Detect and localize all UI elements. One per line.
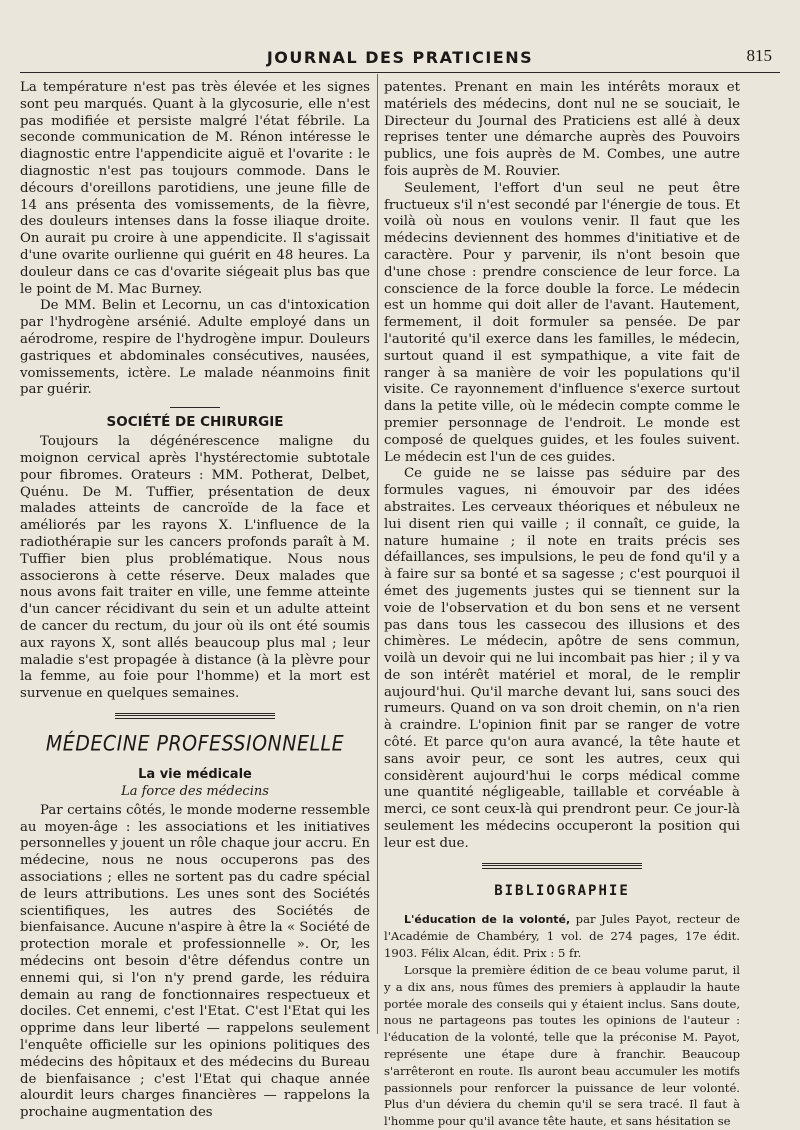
societe-paragraph: Toujours la dégénérescence maligne du moignon cervical après l'hystérectomie subtotale pour fibromes. Orateurs : MM. Potherat, Delbet, Quénu. De M. Tuffier, présentation de deux malades atteints de cancroïde de la face et améliorés par les rayons X. L'influence de la radiothérapie sur les cancers profonds paraît à M. Tuffier bien plus problématique. Nous nous associerons à cette réserve. Deux malades que nous avons fait traiter en ville, une femme atteinte d'un cancer récidivant du sein et un adulte atteint de cancer du rectum, du jour où ils ont été soumis aux rayons X, sont allés beaucoup plus mal ; leur maladie s'est propagée à distance (à la plèvre pour la femme, au foie pour l'homme) et la mort est survenue en quelques semaines. (20, 434, 370, 702)
page-number: 815 (746, 46, 772, 65)
section-rule (115, 713, 275, 719)
header-rule (20, 72, 780, 73)
right-column (384, 80, 740, 1130)
societe-heading: SOCIÉTÉ DE CHIRURGIE (106, 414, 284, 431)
column-divider (377, 74, 378, 1034)
biblio-heading: BIBLIOGRAPHIE (494, 882, 630, 899)
short-rule (170, 407, 220, 408)
bibliography (384, 911, 740, 1130)
intro-paragraph: La température n'est pas très élevée et les signes sont peu marqués. Quant à la glycosurie, elle n'est pas modifiée et persiste malgré l'état fébrile. La seconde communication de M. Rénon intéresse le diagnostic entre l'appendicite aiguë et l'ovarite : le diagnostic n'est pas toujours commode. Dans le décours d'oreillons parotidiens, une jeune fille de 14 ans présenta des vomissements, de la fièvre, des douleurs intenses dans la fosse iliaque droite. On aurait pu croire à une appendicite. Il s'agissait d'une ovarite ourlienne qui guérit en 48 heures. La douleur dans ce cas d'ovarite siégeait plus bas que le point de M. Mac Burney. (20, 80, 370, 297)
biblio-reference: par Jules Payot, recteur de l'Académie de Chambéry, 1 vol. de 274 pages, 17e édit. 1903. Félix Alcan, édit. Prix : 5 fr. (384, 911, 740, 961)
medecine-heading: MÉDECINE PROFESSIONNELLE (45, 731, 345, 756)
left-column (20, 80, 370, 1122)
belin-paragraph: De MM. Belin et Lecornu, un cas d'intoxication par l'hydrogène arsénié. Adulte employé dans un aérodrome, respire de l'hydrogène impur. Douleurs gastriques et abdominales consécutives, nausées, vomissements, ictère. Le malade néanmoins finit par guérir. (20, 298, 370, 398)
biblio-paragraph: Lorsque la première édition de ce beau volume parut, il y a dix ans, nous fûmes des premiers à applaudir la haute portée morale des conseils qui y étaient inclus. Sans doute, nous ne partageons pas toutes les opinions de l'auteur : l'éducation de la volonté, telle que la préconise M. Payot, représente une étape dure à franchir. Beaucoup s'arrêteront en route. Ils auront beau accumuler les motifs passionnels pour renforcer la puissance de leur volonté. Plus d'un déviera du chemin qu'il se sera tracé. Il faut à l'homme pour qu'il avance tête haute, et sans hésitation se (384, 963, 740, 1129)
biblio-book-title: L'éducation de la volonté, (404, 912, 571, 926)
page-header (20, 40, 780, 70)
biblio-entry (384, 911, 740, 962)
patentes-paragraph: patentes. Prenant en main les intérêts moraux et matériels des médecins, dont nul ne se souciait, le Directeur du Journal des Praticiens est allé à deux reprises tenter une démarche auprès des Pouvoirs publics, une fois auprès de M. Combes, une autre fois auprès de M. Rouvier. (384, 80, 740, 179)
vie-heading: La vie médicale (138, 766, 252, 782)
force-heading: La force des médecins (121, 783, 269, 799)
journal-title: JOURNAL DES PRATICIENS (266, 48, 534, 67)
biblio-rule (482, 863, 642, 869)
force-paragraph: Par certains côtés, le monde moderne ressemble au moyen-âge : les associations et les initiatives personnelles y jouent un rôle chaque jour accru. En médecine, nous ne nous occuperons pas des associations ; elles ne sortent pas du cadre spécial de leurs attributions. Les unes sont des Sociétés scientifiques, les autres des Sociétés de bienfaisance. Aucune n'aspire à être la « Société de protection morale et professionnelle ». Or, les médecins ont besoin d'être défendus contre un ennemi qui, si l'on n'y prend garde, les réduira demain au rang de fonctionnaires respectueux et dociles. Cet ennemi, c'est l'Etat. C'est l'Etat qui les opprime dans leur liberté — rappelons seulement l'enquête officielle sur les opinions politiques des médecins des hôpitaux et des médecins du Bureau de bienfaisance ; c'est l'Etat qui chaque année alourdit leurs charges financières — rappelons la prochaine augmentation des (20, 802, 370, 1121)
effort-paragraph: Seulement, l'effort d'un seul ne peut être fructueux s'il n'est secondé par l'énergie de tous. Et voilà où nous en voulons venir. Il faut que les médecins deviennent des hommes d'initiative et de caractère. Pour y parvenir, ils n'ont besoin que d'une chose : prendre conscience de leur force. La conscience de la force double la force. Le médecin est un homme qui doit aller de l'avant. Hautement, fermement, il doit formuler sa pensée. De par l'autorité qu'il exerce dans les familles, le médecin, surtout quand il est sympathique, a vite fait de ranger à sa manière de voir les populations qu'il visite. Ce rayonnement d'influence s'exerce surtout dans la petite ville, où le médecin compte comme le premier personnage de l'endroit. Le monde est composé de quelques guides, et les foules suivent. Le médecin est l'un de ces guides. (384, 180, 740, 465)
guide-paragraph: Ce guide ne se laisse pas séduire par des formules vagues, ni émouvoir par des idées abstraites. Les cerveaux théoriques et nébuleux ne lui disent rien qui vaille ; il connaît, ce guide, la nature humaine ; il note en traits précis ses défaillances, ses impulsions, le peu de fond qu'il y a à faire sur sa bonté et sa sagesse ; c'est pourquoi il émet des jugements justes qui se tiennent sur la voie de l'observation et du bon sens et ne versent pas dans tous les cassecou des illusions et des chimères. Le médecin, apôtre de sens commun, voilà un devoir qui ne lui incombait pas hier ; il y va de son intérêt matériel et moral, de le remplir aujourd'hui. Qu'il marche devant lui, sans souci des rumeurs. Quand on va son droit chemin, on n'a rien à craindre. L'opinion finit par se ranger de votre côté. Et parce qu'on aura avancé, la tête haute et sans avoir peur, ce sont les autres, ceux qui considèrent aujourd'hui le corps médical comme une quantité négligeable, taillable et corvéable à merci, ce sont ceux-là qui prendront peur. Ce jour-là seulement les médecins occuperont la position qui leur est due. (384, 466, 740, 851)
